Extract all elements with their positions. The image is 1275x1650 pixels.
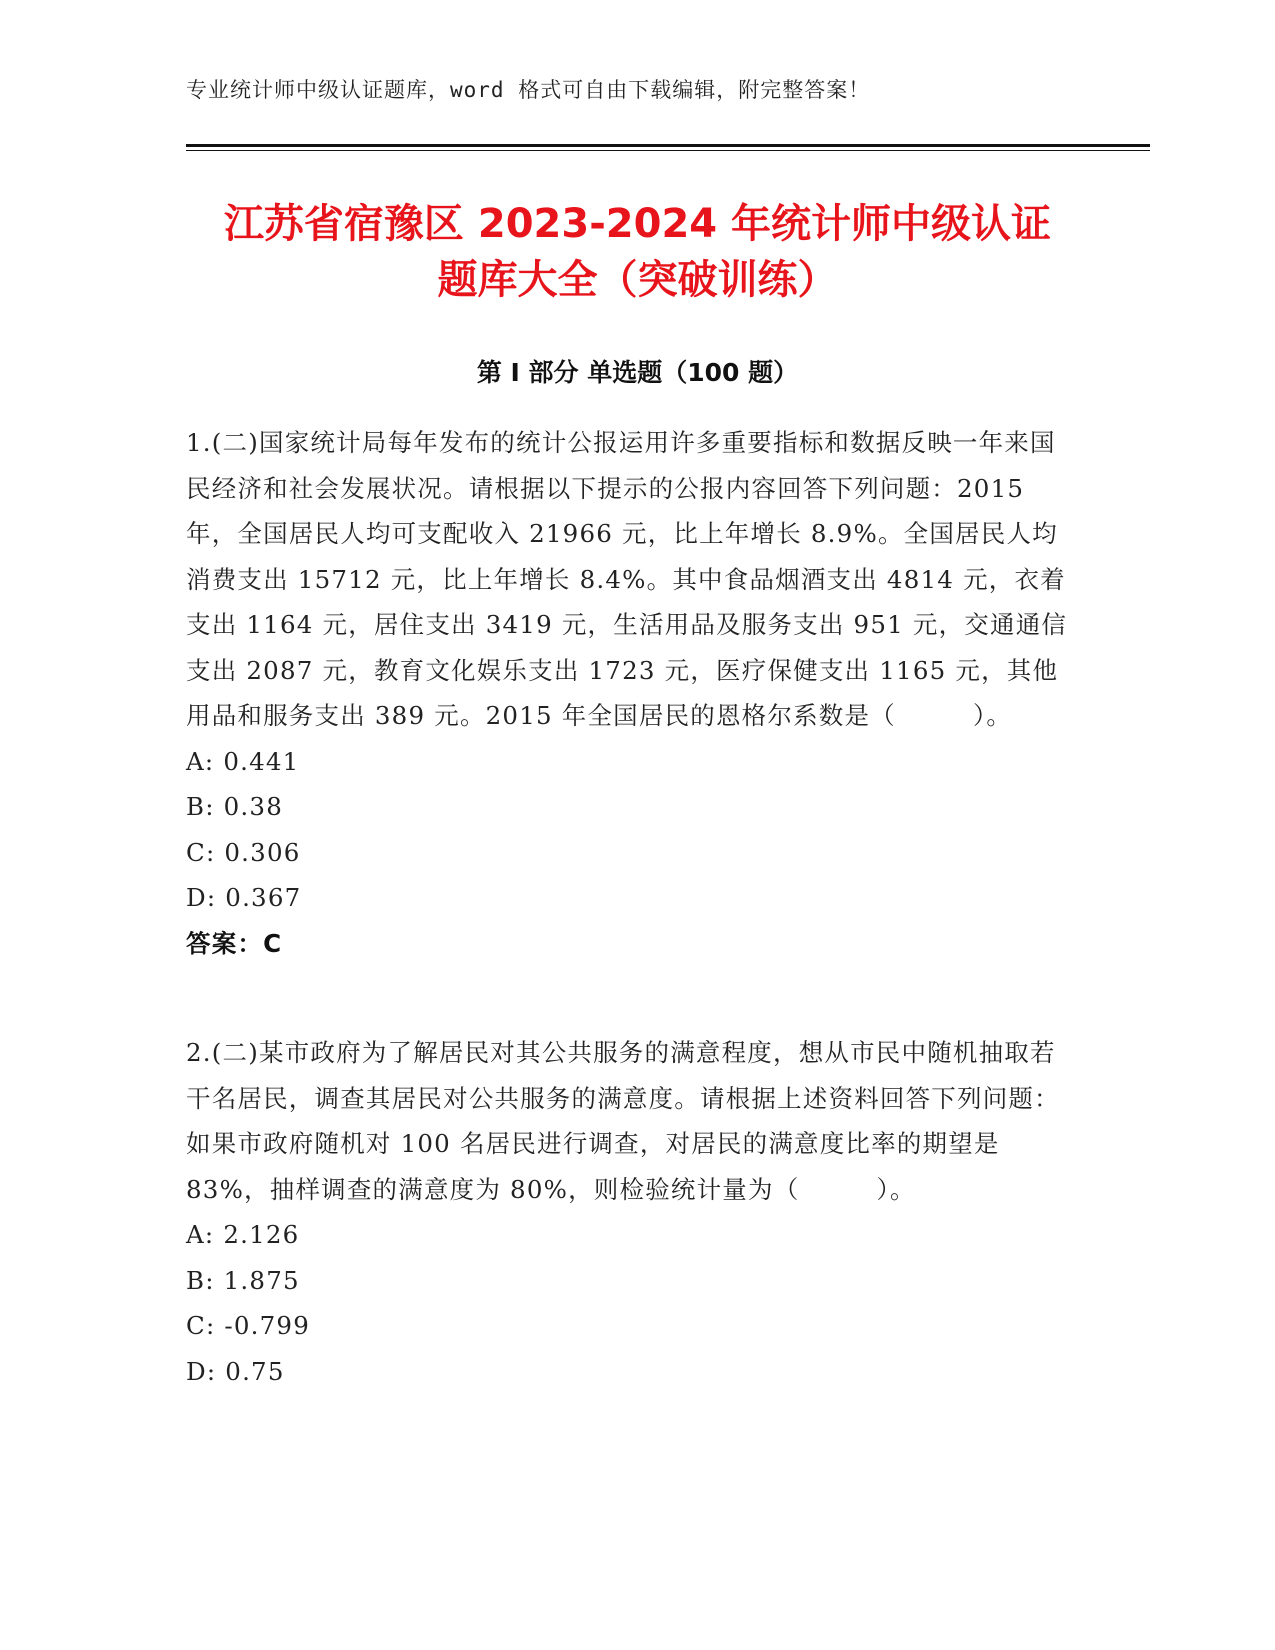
document-title-line-1: 江苏省宿豫区 2023-2024 年统计师中级认证 (223, 201, 1052, 247)
document-title-line-2: 题库大全（突破训练） (437, 257, 838, 303)
header-note: 专业统计师中级认证题库，word 格式可自由下载编辑，附完整答案！ (186, 78, 871, 102)
question-2-option-a: A: 2.126 (186, 1220, 300, 1249)
header-divider-thin (186, 150, 1150, 151)
question-2-option-b: B: 1.875 (186, 1265, 300, 1295)
question-1-answer: 答案：C (186, 928, 283, 958)
document-title (150, 196, 1125, 308)
question-1-option-a: A: 0.441 (186, 746, 300, 776)
question-1 (186, 420, 1076, 966)
question-1-option-b: B: 0.38 (186, 792, 283, 821)
question-2-text: 2.(二)某市政府为了解居民对其公共服务的满意程度，想从市民中随机抽取若干名居民，调查其居民对公共服务的满意度。请根据上述资料回答下列问题：如果市政府随机对 100 名居民进行调查，对居民的满意度比率的期望是 83%，抽样调查的满意度为 80%，则检验统计量为（ ）。 (186, 1038, 1060, 1204)
question-2-option-d: D: 0.75 (186, 1356, 285, 1386)
question-2 (186, 1030, 1076, 1394)
section-title: 第 I 部分 单选题（100 题） (476, 358, 799, 387)
question-2-option-c: C: -0.799 (186, 1311, 311, 1340)
header-divider-thick (186, 144, 1150, 147)
question-1-text: 1.(二)国家统计局每年发布的统计公报运用许多重要指标和数据反映一年来国民经济和社会发展状况。请根据以下提示的公报内容回答下列问题：2015 年，全国居民人均可支配收入 21966 元，比上年增长 8.9%。全国居民人均消费支出 15712 元，比上年增长 8.4%。其中食品烟酒支出 4814 元，衣着支出 1164 元，居住支出 3419 元，生活用品及服务支出 951 元，交通通信支出 2087 元，教育文化娱乐支出 1723 元，医疗保健支出 1165 元，其他用品和服务支出 389 元。2015 年全国居民的恩格尔系数是（ ）。 (186, 428, 1068, 730)
question-1-option-c: C: 0.306 (186, 837, 301, 867)
question-1-option-d: D: 0.367 (186, 883, 302, 912)
